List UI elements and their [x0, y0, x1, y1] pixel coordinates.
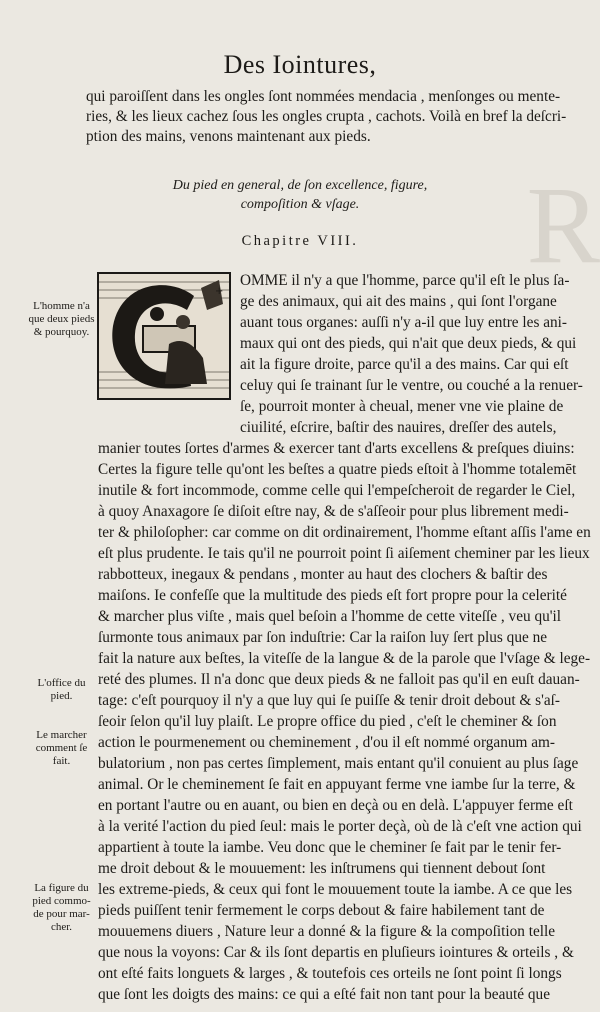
intro-line: ries, & les lieux cachez ſous les ongles crupta , cachots. Voilà en bref la deſcri- [86, 108, 567, 125]
body-line: & marcher plus viſte , mais quel beſoin a l'homme de cette viteſſe , veu qu'il [98, 608, 562, 625]
section-title-line-2: compoſition & vſage. [240, 197, 360, 212]
body-line: que ſont les doigts des mains: ce qui a eſté fait non tant pour la beauté que [98, 986, 550, 1003]
body-line: pieds puiſſent tenir fermement le corps debout & faire habilement tant de [98, 902, 545, 919]
margin-note-line: de pour mar- [33, 908, 90, 920]
body-line: ont eſté faits longuets & larges , & toutefois ces orteils ne ſont point ſi longs [98, 965, 562, 982]
margin-note-line: comment ſe [35, 742, 88, 754]
intro-line: ption des mains, venons maintenant aux pieds. [86, 128, 371, 145]
woodcut-illustration [99, 274, 229, 398]
body-line: tage: c'eſt pourquoy il n'y a que luy qui ſe puiſſe & tenir droit debout & s'aſ- [98, 692, 560, 709]
body-line: Certes la figure telle qu'ont les beſtes a quatre pieds eſtoit à l'homme totalemēt [98, 461, 577, 478]
body-line: maux qui ont des pieds, qui n'ait que deux pieds, & qui [240, 335, 577, 352]
body-line: inutile & fort incommode, comme celle qui l'empeſcheroit de regarder le Ciel, [98, 482, 576, 499]
body-line: rabbotteux, inegaux & pendans , monter au haut des clochers & baſtir des [98, 566, 548, 583]
body-line: appartient à toute la iambe. Veu donc que le cheminer ſe fait par le tenir fer- [98, 839, 562, 856]
margin-note-line: & pourquoy. [33, 326, 90, 338]
body-line: celuy qui ſe trainant ſur le ventre, ou couché a la renuer- [240, 377, 583, 394]
body-line: ter & philoſopher: car comme on dit ordinairement, l'homme eſtant aſſis l'ame en [98, 524, 591, 541]
margin-note [24, 882, 99, 934]
body-line: me droit debout & le mouuement: les inſtrumens qui tiennent debout ſont [98, 860, 546, 877]
body-line: action le pourmenement ou cheminement , d'ou il eſt nommé organum am- [98, 734, 556, 751]
show-through-letter: R [526, 170, 600, 280]
intro-line: qui paroiſſent dans les ongles ſont nommées mendacia , menſonges ou mente- [86, 88, 561, 105]
body-line: reté des plumes. Il n'a donc que deux pieds & ne falloit pas qu'il en euſt dauan- [98, 671, 580, 688]
body-line: mouuemens diuers , Nature leur a donné & la figure & la compoſition telle [98, 923, 556, 940]
margin-note [24, 300, 99, 339]
margin-note-line: cher. [50, 921, 73, 933]
margin-note-line: que deux pieds [28, 313, 95, 325]
margin-note-line: La figure du [34, 882, 89, 894]
margin-note-line: Le marcher [36, 729, 87, 741]
running-header: Des Iointures, [223, 50, 377, 79]
body-line: ſurmonte tous animaux par ſon induſtrie: Car la raiſon luy ſert plus que ne [98, 629, 548, 646]
body-line: OMME il n'y a que l'homme, parce qu'il eſt le plus ſa- [240, 272, 570, 289]
body-line: ſeoir ſelon qu'il luy plaiſt. Le propre office du pied , c'eſt le cheminer & ſon [98, 713, 557, 730]
section-title-line-1: Du pied en general, de ſon excellence, figure, [172, 178, 428, 193]
body-line: fait la nature aux beſtes, la viteſſe de la langue & de la parole que l'vſage & lege- [98, 650, 591, 667]
body-line: auant tous organes: auſſi n'y a-il que luy entre les ani- [240, 314, 568, 331]
margin-note-line: fait. [52, 755, 71, 767]
margin-note-line: pied commo- [32, 895, 91, 907]
body-line: maiſons. Ie confeſſe que la multitude des pieds eſt fort propre pour la celerité [98, 587, 567, 604]
margin-note [24, 729, 99, 768]
body-line: ge des animaux, qui ait des mains , qui ſont l'organe [240, 293, 557, 310]
body-line: à quoy Anaxagore ſe diſoit eſtre nay, & de s'aſſeoir pour plus librement medi- [98, 503, 569, 520]
chapter-heading: Chapitre VIII. [241, 233, 359, 249]
body-line: animal. Or le cheminement ſe fait en appuyant ferme vne iambe ſur la terre, & [98, 776, 576, 793]
body-line: que nous la voyons: Car & ils ſont departis en pluſieurs iointures & orteils , & [98, 944, 574, 961]
body-line: en portant l'autre ou en auant, ou bien en deçà ou en delà. L'appuyer ferme eſt [98, 797, 573, 814]
illustrated-initial-c [97, 272, 231, 400]
body-line: eſt plus prudente. Ie tais qu'il ne pourroit point ſi aiſement cheminer par les lieux [98, 545, 590, 562]
body-line: ſe, pourroit monter à cheual, mener vne vie plaine de [240, 398, 564, 415]
body-line: bulatorium , non pas certes ſimplement, mais entant qu'il conuient au plus ſage [98, 755, 579, 772]
margin-note [24, 677, 99, 703]
body-line: ciuilité, eſcrire, baſtir des nauires, dreſſer des autels, [240, 419, 557, 436]
body-line: manier toutes ſortes d'armes & exercer tant d'arts excellens & preſques diuins: [98, 440, 575, 457]
margin-note-line: L'homme n'a [33, 300, 90, 312]
margin-note-line: L'office du [37, 677, 86, 689]
svg-text:+: + [215, 286, 224, 297]
body-line: ait la figure droite, parce qu'il a des mains. Car qui eſt [240, 356, 569, 373]
body-line: à la verité l'action du pied ſeul: mais le porter deçà, où de là c'eſt vne action qui [98, 818, 582, 835]
margin-note-line: pied. [50, 690, 73, 702]
body-line: les extreme-pieds, & ceux qui font le mouuement toute la iambe. A ce que les [98, 881, 573, 898]
